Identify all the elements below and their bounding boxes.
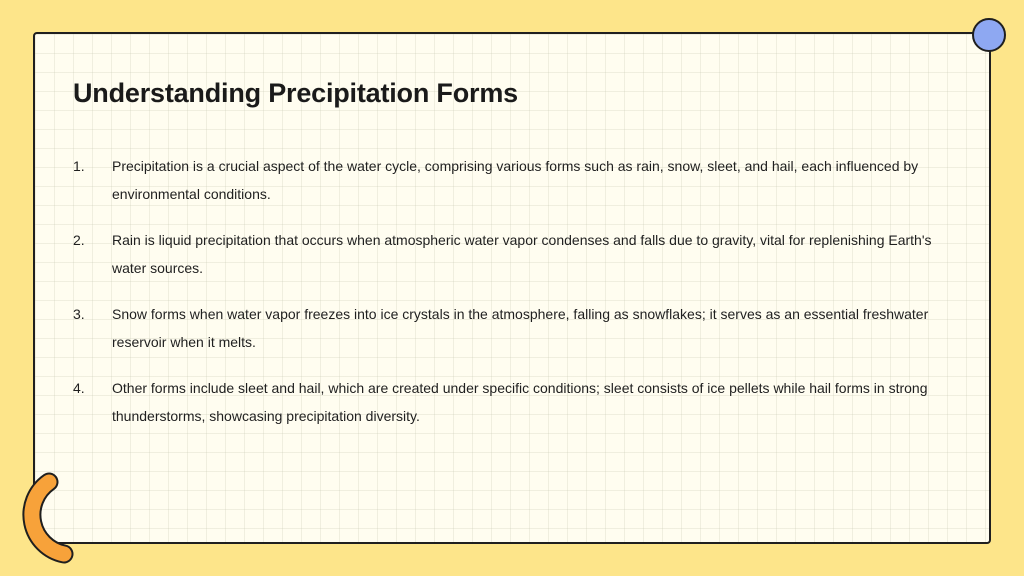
list-item-number: 4.	[73, 380, 85, 396]
list-item-text: Precipitation is a crucial aspect of the water cycle, comprising various forms such as rain, snow, sleet, and hail, each influenced by environmental conditions.	[112, 158, 919, 202]
decorative-circle-icon	[972, 18, 1006, 52]
list-item	[73, 300, 953, 356]
list-item-text: Other forms include sleet and hail, which are created under specific conditions; sleet consists of ice pellets while hail forms in strong thunderstorms, showcasing precipitation diversity.	[112, 380, 928, 424]
list-item-text: Rain is liquid precipitation that occurs when atmospheric water vapor condenses and falls due to gravity, vital for replenishing Earth's water sources.	[112, 232, 932, 276]
list-item-number: 3.	[73, 306, 85, 322]
list-item	[73, 152, 953, 208]
list-item	[73, 374, 953, 430]
list-item-number: 2.	[73, 232, 85, 248]
decorative-arc-icon	[4, 468, 94, 568]
list-item	[73, 226, 953, 282]
bullet-list	[73, 152, 953, 448]
list-item-number: 1.	[73, 158, 85, 174]
slide-title: Understanding Precipitation Forms	[73, 78, 518, 108]
slide-card	[33, 32, 991, 544]
list-item-text: Snow forms when water vapor freezes into ice crystals in the atmosphere, falling as snowflakes; it serves as an essential freshwater reservoir when it melts.	[112, 306, 929, 350]
